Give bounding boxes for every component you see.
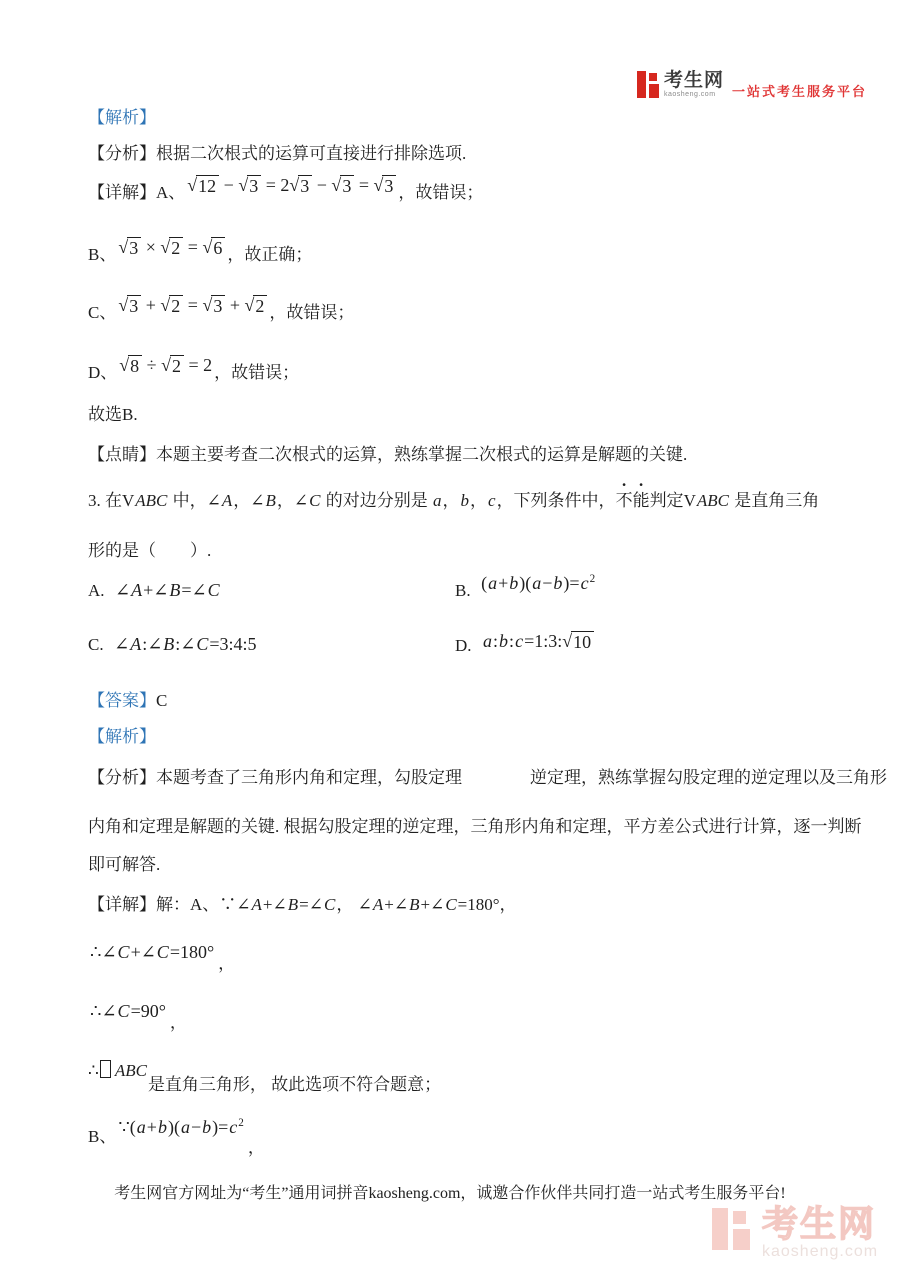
q3-option-c <box>88 634 259 655</box>
q2-formula-a: √12 − √3 = 2√3 − √3 = √3 <box>185 174 398 196</box>
q2-detail-c-suffix: ，故错误； <box>269 303 355 322</box>
kaosheng-watermark-icon <box>712 1206 756 1250</box>
q2-detail-b-suffix: ，故正确； <box>227 245 313 264</box>
q3-stem-line2: 形的是（ ）. <box>88 541 212 560</box>
q2-detail-d-suffix: ，故错误； <box>214 363 300 382</box>
logo-tagline: 一站式考生服务平台 <box>732 84 868 99</box>
q2-detail-d-prefix: D、 <box>88 363 118 382</box>
q2-detail-b-prefix: B、 <box>88 245 117 264</box>
q2-detail-line-b <box>88 237 313 265</box>
q3-answer-value: C <box>156 691 168 710</box>
q2-jiexi-label: 【解析】 <box>88 108 156 127</box>
logo-brand-name: 考生网 <box>664 70 725 91</box>
q3-detail-line2-formula: ∴∠C+∠C=180° <box>90 942 215 962</box>
kaosheng-logo-icon <box>637 71 661 98</box>
q3-fenxi-line2: 内角和定理是解题的关键. 根据勾股定理的逆定理，三角形内角和定理，平方差公式进行计算，逐一判断 <box>88 817 862 836</box>
q2-detail-prefix: 【详解】A、 <box>88 183 186 202</box>
q3-option-b-label: B. <box>455 581 471 600</box>
q3-detail-line3-formula: ∴∠C=90° <box>90 1001 166 1021</box>
q2-formula-d: √8 ÷ √2 = 2 <box>119 355 213 376</box>
footer-text: 考生网官方网址为“考生”通用词拼音kaosheng.com，诚邀合作伙伴共同打造一站式考生服务平台! <box>114 1185 786 1202</box>
q3-option-d-formula: a:b:c=1:3:√10 <box>480 630 596 652</box>
q3-detail-line3 <box>88 997 187 1032</box>
q3-option-b <box>455 573 597 601</box>
q2-formula-b: √3 × √2 = √6 <box>116 236 227 258</box>
q3-option-c-formula: ∠A:∠B:∠C=3:4:5 <box>114 634 257 654</box>
q3-detail-line5-comma: ， <box>247 1138 265 1157</box>
q3-fenxi-line1: 【分析】本题考查了三角形内角和定理，勾股定理 逆定理，熟练掌握勾股定理的逆定理以及三角形 <box>88 768 887 787</box>
q3-option-a-label: A. <box>88 581 105 600</box>
q3-detail-line4 <box>88 1061 442 1095</box>
q2-detail-line-a <box>88 175 484 203</box>
kaosheng-watermark <box>712 1203 879 1260</box>
q2-conclusion: 故选B. <box>88 405 138 424</box>
q3-option-c-label: C. <box>88 635 104 654</box>
q3-stem-line1: 3. 在VABC 中，∠A，∠B，∠C 的对边分别是 a，b，c，下列条件中，不能判定VABC 是直角三角 <box>88 491 820 510</box>
q3-detail-line4-head: ∴ ABC <box>88 1061 147 1080</box>
q2-detail-line-c <box>88 295 355 323</box>
q3-answer-label: 【答案】 <box>88 691 156 710</box>
watermark-brand-domain: kaosheng.com <box>762 1243 879 1260</box>
q3-detail-line5 <box>88 1117 265 1157</box>
q2-fenxi-text: 【分析】根据二次根式的运算可直接进行排除选项. <box>88 144 467 163</box>
q3-detail-line2-comma: ， <box>218 954 236 973</box>
q2-formula-c: √3 + √2 = √3 + √2 <box>116 294 269 316</box>
q3-detail-line3-comma: ， <box>169 1013 187 1032</box>
q3-option-a <box>88 580 223 601</box>
watermark-brand-name: 考生网 <box>762 1203 877 1244</box>
q3-detail-line1: 【详解】解：A、∵∠A+∠B=∠C， ∠A+∠B+∠C=180°， <box>88 895 517 914</box>
q3-detail-line4-tail: 是直角三角形， 故此选项不符合题意； <box>147 1075 442 1094</box>
q3-answer-line <box>88 686 167 711</box>
q3-fenxi-line3: 即可解答. <box>88 855 161 874</box>
q3-detail-line5-formula: $\because(a+b)(a-b)=c^2$ <box>118 1117 244 1137</box>
q3-jiexi-label: 【解析】 <box>88 727 156 746</box>
q3-option-d-label: D. <box>455 636 472 655</box>
q2-detail-a-suffix: ，故错误； <box>398 183 484 202</box>
q3-option-d <box>455 631 596 656</box>
q3-detail-line2 <box>88 938 236 973</box>
q2-detail-line-d <box>88 355 300 383</box>
q2-dianjing: 【点睛】本题主要考查二次根式的运算，熟练掌握二次根式的运算是解题的关键. <box>88 445 688 464</box>
q2-detail-c-prefix: C、 <box>88 303 117 322</box>
q3-detail-line5-prefix: B、 <box>88 1127 117 1146</box>
logo-brand-domain: kaosheng.com <box>664 91 716 98</box>
q3-option-b-formula: $(a+b)(a-b)=c^2$ <box>481 573 596 593</box>
q3-option-a-formula: ∠A+∠B=∠C <box>115 580 220 600</box>
kaosheng-logo <box>637 71 867 100</box>
